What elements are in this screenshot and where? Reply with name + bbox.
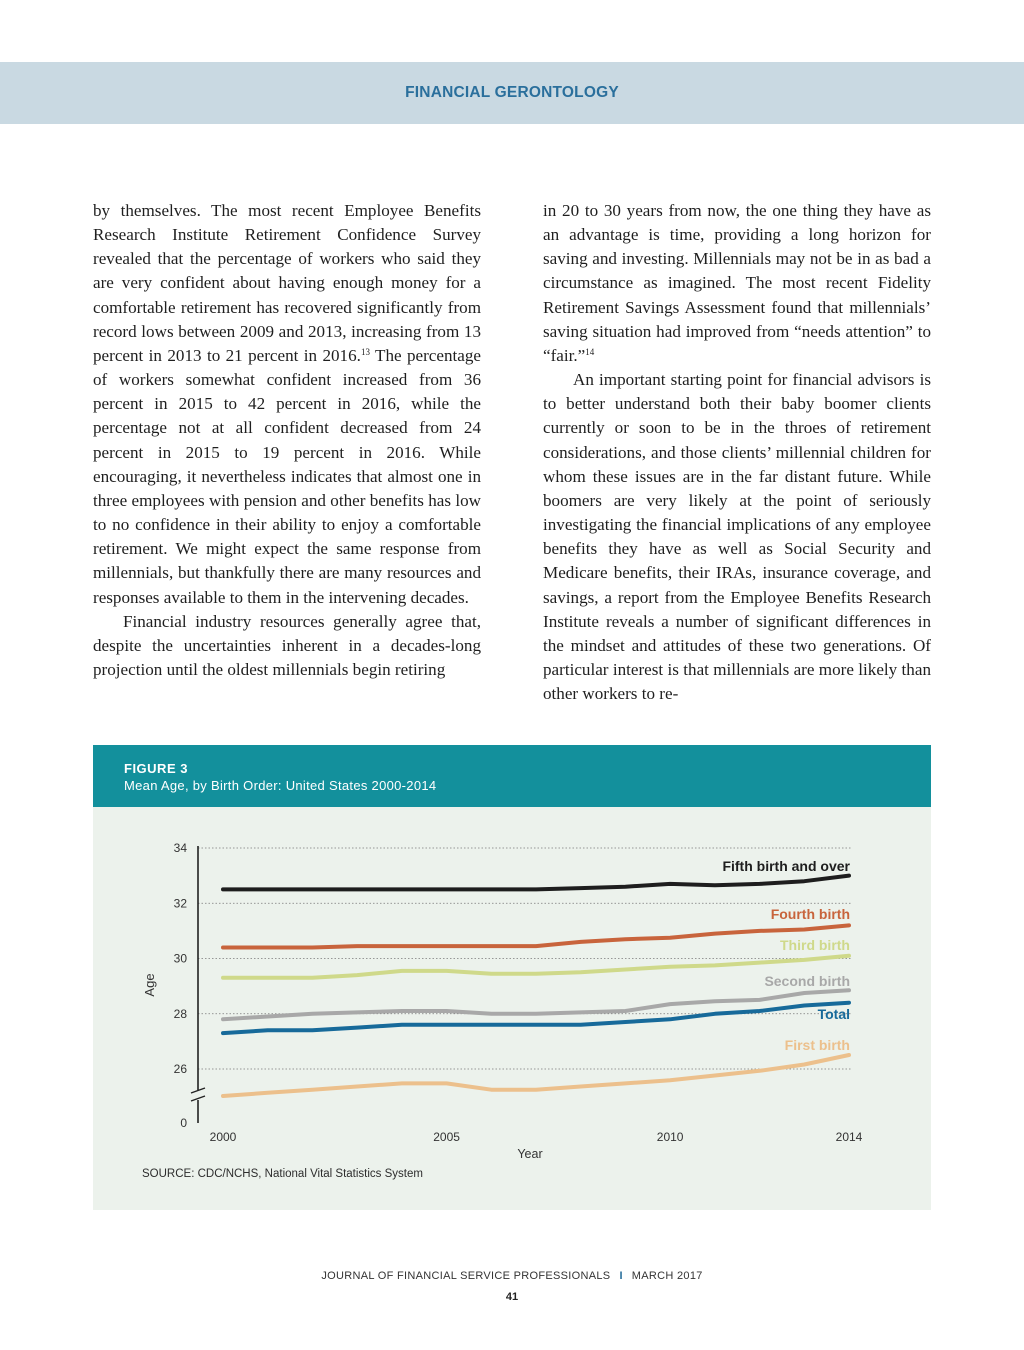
series-label: Fifth birth and over [722, 858, 850, 874]
journal-name: JOURNAL OF FINANCIAL SERVICE PROFESSIONALS [321, 1270, 611, 1282]
series-line [223, 990, 849, 1019]
figure-title: Mean Age, by Birth Order: United States 2000-2014 [124, 778, 437, 793]
page-footer [0, 1270, 1024, 1282]
paragraph: Financial industry resources generally agree that, despite the uncertainties inherent in a decades-long projection until the oldest millennials begin retiring [93, 611, 481, 679]
series-label: Fourth birth [770, 906, 850, 922]
footnote-ref: 13 [360, 346, 370, 357]
series-label: Total [817, 1006, 850, 1022]
footer-separator: I [619, 1270, 623, 1282]
text-column-right [543, 199, 931, 706]
series-line [223, 1055, 849, 1096]
series-line [223, 956, 849, 978]
issue-date: MARCH 2017 [631, 1270, 703, 1282]
footnote-ref: 14 [585, 346, 595, 357]
y-tick-label: 32 [173, 896, 187, 911]
x-tick-label: 2005 [433, 1130, 460, 1144]
x-axis-label: Year [517, 1147, 543, 1161]
series-line [223, 876, 849, 890]
page-number: 41 [505, 1291, 519, 1303]
series-label: First birth [784, 1037, 850, 1053]
figure-body [93, 807, 931, 1210]
y-tick-label: 0 [180, 1116, 187, 1130]
x-tick-label: 2014 [835, 1130, 863, 1144]
y-tick-label: 26 [173, 1062, 187, 1076]
series-label: Third birth [780, 937, 850, 953]
y-axis-label: Age [142, 973, 157, 997]
figure-header [93, 745, 931, 807]
running-header [0, 62, 1024, 124]
y-tick-label: 34 [173, 841, 187, 855]
figure-label: FIGURE 3 [124, 761, 188, 776]
series-line [223, 925, 849, 947]
chart-source: SOURCE: CDC/NCHS, National Vital Statistics System [142, 1168, 423, 1180]
text-column-left [93, 199, 481, 682]
series-label: Second birth [764, 973, 850, 989]
paragraph: by themselves. The most recent Employee Benefits Research Institute Retirement Confidence Survey revealed that the percentage of workers who said they are very confident about having enough money for a comfortable retirement has recovered significantly from record lows between 2009 and 2013, increasing from 13 percent in 2013 to 21 percent in 2016.13 The percentage of workers somewhat confident increased from 36 percent in 2015 to 42 percent in 2016, while the percentage not at all confident decreased from 24 percent in 2015 to 19 percent in 2016. While encouraging, it nevertheless indicates that almost one in three employees with pension and other benefits has low to no confidence in their ability to enjoy a comfortable retirement. We might expect the same response from millennials, but thankfully there are many resources and responses available to them in the intervening decades. [93, 201, 481, 607]
line-chart [93, 807, 931, 1210]
section-title: FINANCIAL GERONTOLOGY [405, 84, 619, 101]
x-tick-label: 2000 [209, 1130, 237, 1144]
y-tick-label: 30 [173, 951, 187, 966]
y-tick-label: 28 [173, 1006, 187, 1021]
x-tick-label: 2010 [656, 1130, 684, 1144]
series-line [223, 1003, 849, 1033]
paragraph: An important starting point for financial advisors is to better understand both their baby boomer clients currently or soon to be in the throes of retirement considerations, and those clients’ millennial children for whom these issues are in the far distant future. While boomers are very likely at the point of seriously investigating the financial implications of any employee benefits they have as well as Social Security and Medicare benefits, their IRAs, insurance coverage, and savings, a report from the Employee Benefits Research Institute reveals a number of significant differences in the mindset and attitudes of these two generations. Of particular interest is that millennials are more likely than other workers to re- [543, 370, 931, 704]
paragraph: in 20 to 30 years from now, the one thing they have as an advantage is time, providing a long horizon for saving and investing. Millennials may not be in as bad a circumstance as imagined. The most recent Fidelity Retirement Savings Assessment found that millennials’ saving situation had improved from “needs attention” to “fair.”$^{14}$ [543, 201, 931, 365]
